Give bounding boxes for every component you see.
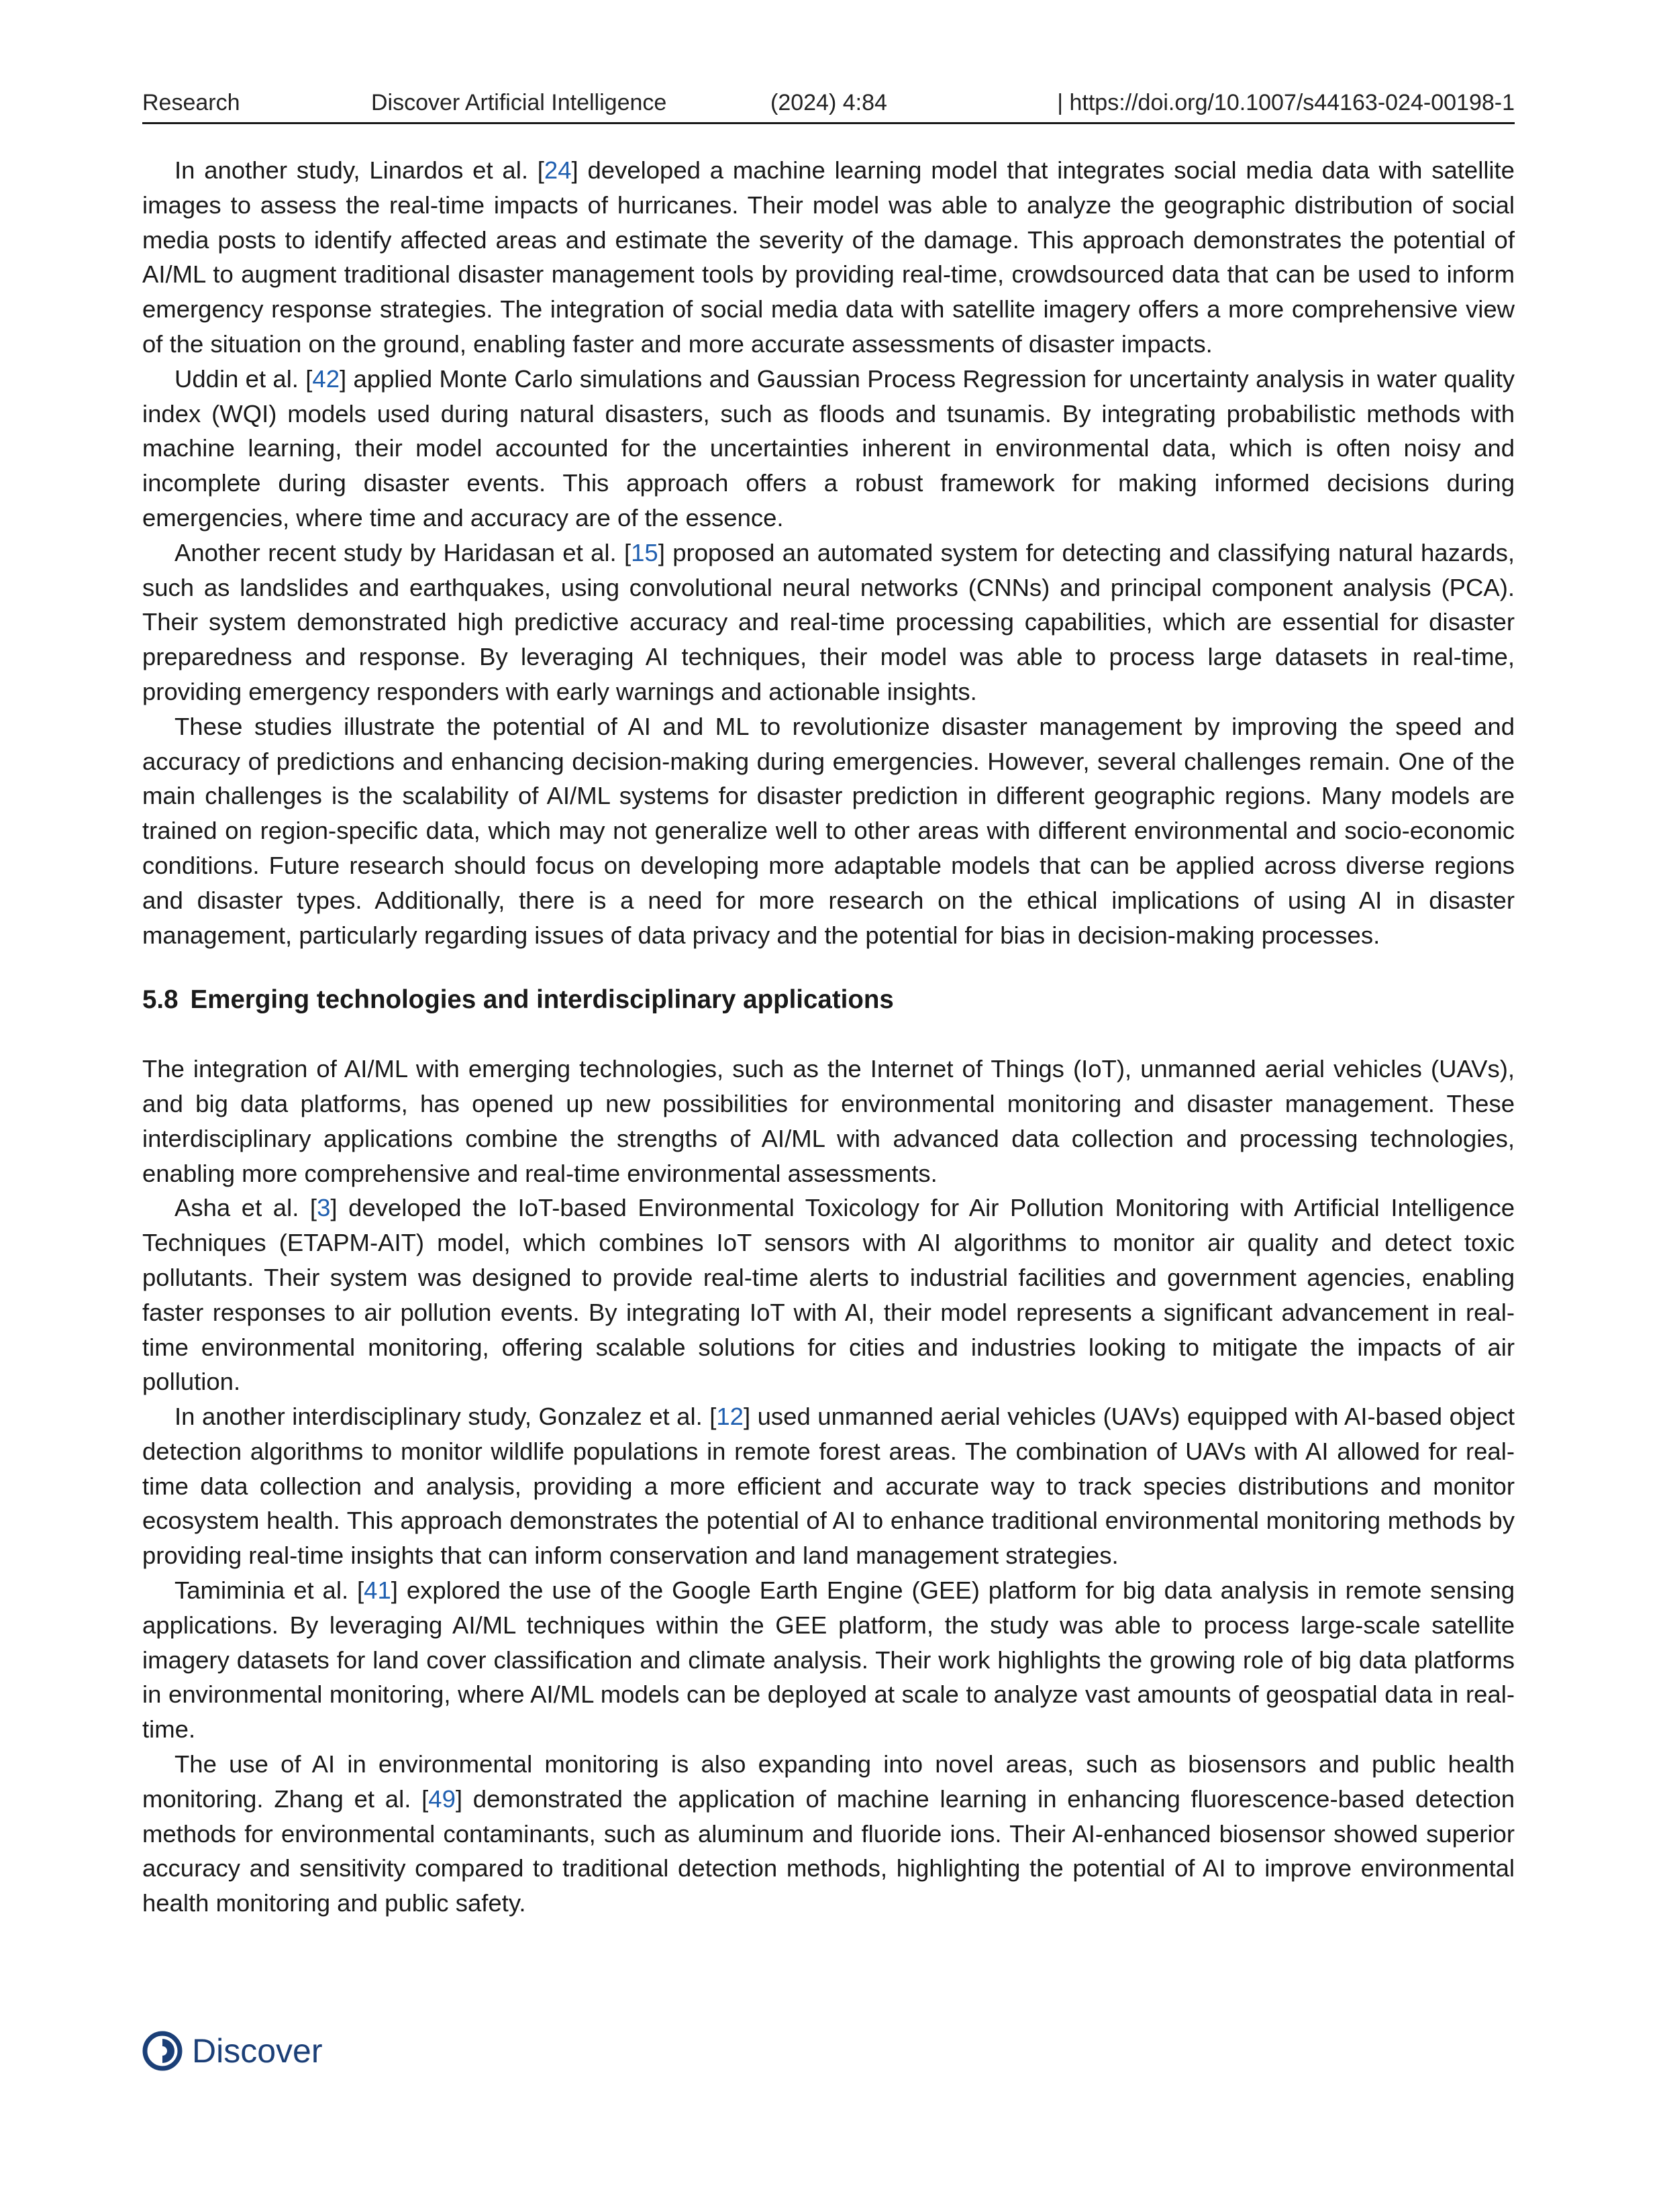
header-journal-name: Discover Artificial Intelligence — [371, 90, 667, 115]
footer-logo — [142, 2029, 322, 2072]
citation-link[interactable]: 12 — [716, 1403, 744, 1431]
header-doi-link[interactable]: | https://doi.org/10.1007/s44163-024-00198-1 — [1057, 90, 1515, 115]
footer-brand-name: Discover — [192, 2032, 323, 2070]
paragraph: Uddin et al. [42] applied Monte Carlo simulations and Gaussian Process Regression for uncertainty analysis in water quality index (WQI) models used during natural disasters, such as floods and tsunamis. By integrating probabilistic methods with machine learning, their model accounted for the uncertainties inherent in environmental data, which is often noisy and incomplete during disaster events. This approach offers a robust framework for making informed decisions during emergencies, where time and accuracy are of the essence. — [142, 364, 1515, 532]
citation-link[interactable]: 49 — [428, 1784, 456, 1813]
citation-link[interactable]: 3 — [317, 1194, 331, 1222]
article-body — [142, 153, 1515, 1921]
citation-link[interactable]: 15 — [631, 538, 658, 566]
paragraph: Asha et al. [3] developed the IoT-based Environmental Toxicology for Air Pollution Monitoring with Artificial Intelligence Techniques (ETAPM-AIT) model, which combines IoT sensors with AI algorithms to monitor air quality and detect toxic pollutants. Their system was designed to provide real-time alerts to industrial facilities and government agencies, enabling faster responses to air pollution events. By integrating IoT with AI, their model represents a significant advancement in real-time environmental monitoring, offering scalable solutions for cities and industries looking to mitigate the impacts of air pollution. — [142, 1194, 1515, 1396]
citation-link[interactable]: 42 — [312, 364, 340, 393]
paragraph: These studies illustrate the potential of AI and ML to revolutionize disaster management by improving the speed and accuracy of predictions and enhancing decision-making during emergencies. However, several challenges remain. One of the main challenges is the scalability of AI/ML systems for disaster prediction in different geographic regions. Many models are trained on region-specific data, which may not generalize well to other areas with different environmental and socio-economic conditions. Future research should focus on developing more adaptable models that can be applied across diverse regions and disaster types. Additionally, there is a need for more research on the ethical implications of using AI in disaster management, particularly regarding issues of data privacy and the potential for bias in decision-making processes. — [142, 712, 1515, 949]
paragraph: In another interdisciplinary study, Gonzalez et al. [12] used unmanned aerial vehicles (UAVs) equipped with AI-based object detection algorithms to monitor wildlife populations in remote forest areas. The combination of UAVs with AI allowed for real-time data collection and analysis, providing a more efficient and accurate way to track species distributions and monitor ecosystem health. This approach demonstrates the potential of AI to enhance traditional environmental monitoring methods by providing real-time insights that can inform conservation and land management strategies. — [142, 1403, 1515, 1570]
citation-link[interactable]: 24 — [544, 156, 572, 184]
paragraph: Another recent study by Haridasan et al. [15] proposed an automated system for detecting and classifying natural hazards, such as landslides and earthquakes, using convolutional neural networks (CNNs) and principal component analysis (PCA). Their system demonstrated high predictive accuracy and real-time processing capabilities, which are essential for disaster preparedness and response. By leveraging AI techniques, their model was able to process large datasets in real-time, providing emergency responders with early warnings and actionable insights. — [142, 538, 1515, 705]
section-title: Emerging technologies and interdisciplinary applications — [190, 985, 894, 1015]
paragraph: Tamiminia et al. [41] explored the use of the Google Earth Engine (GEE) platform for big data analysis in remote sensing applications. By leveraging AI/ML techniques within the GEE platform, the study was able to process large-scale satellite imagery datasets for land cover classification and climate analysis. Their work highlights the growing role of big data platforms in environmental monitoring, where AI/ML models can be deployed at scale to analyze vast amounts of geospatial data in real-time. — [142, 1576, 1515, 1744]
section-heading — [142, 983, 1515, 1017]
paragraph: The integration of AI/ML with emerging technologies, such as the Internet of Things (IoT), unmanned aerial vehicles (UAVs), and big data platforms, has opened up new possibilities for environmental monitoring and disaster management. These interdisciplinary applications combine the strengths of AI/ML with advanced data collection and processing technologies, enabling more comprehensive and real-time environmental assessments. — [142, 1055, 1515, 1187]
paragraph: The use of AI in environmental monitoring is also expanding into novel areas, such as biosensors and public health monitoring. Zhang et al. [49] demonstrated the application of machine learning in enhancing fluorescence-based detection methods for environmental contaminants, such as aluminum and fluoride ions. Their AI-enhanced biosensor showed superior accuracy and sensitivity compared to traditional detection methods, highlighting the potential of AI to improve environmental health monitoring and public safety. — [142, 1750, 1515, 1917]
header-section-label: Research — [142, 90, 240, 115]
header-year-volume: (2024) 4:84 — [770, 90, 887, 115]
discover-logo-icon — [142, 2031, 183, 2071]
citation-link[interactable]: 41 — [364, 1576, 391, 1605]
running-header — [142, 86, 1515, 124]
section-number: 5.8 — [142, 985, 179, 1015]
paragraph: In another study, Linardos et al. [24] developed a machine learning model that integrates social media data with satellite images to assess the real-time impacts of hurricanes. Their model was able to analyze the geographic distribution of social media posts to identify affected areas and estimate the severity of the damage. This approach demonstrates the potential of AI/ML to augment traditional disaster management tools by providing real-time, crowdsourced data that can be used to inform emergency response strategies. The integration of social media data with satellite imagery offers a more comprehensive view of the situation on the ground, enabling faster and more accurate assessments of disaster impacts. — [142, 156, 1515, 358]
